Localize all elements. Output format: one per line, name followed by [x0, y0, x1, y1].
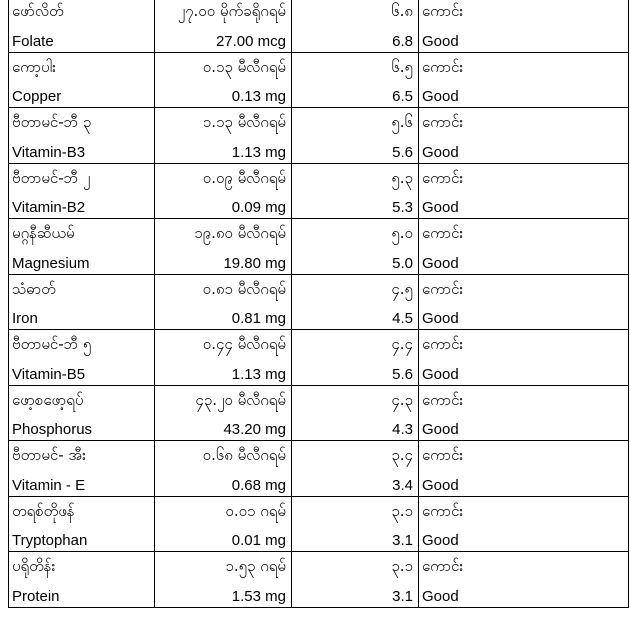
nutrient-table [8, 0, 629, 608]
quality-my: ကောင်း [422, 279, 464, 298]
amount-cell [155, 385, 292, 441]
nutrient-name-my: မဂ္ဂနီဆီယမ် [12, 224, 75, 242]
nutrient-name-en: Vitamin-B3 [12, 143, 86, 161]
amount-cell [155, 441, 292, 497]
amount-my: ၀.၈၁ မီလီဂရမ် [202, 279, 286, 298]
score-my: ၅.၀ [391, 224, 413, 242]
score-en: 6.8 [392, 32, 413, 50]
nutrient-name-cell [9, 330, 155, 386]
score-my: ၆.၅ [391, 57, 413, 76]
table-row [9, 552, 629, 608]
score-en: 3.1 [392, 587, 413, 605]
quality-cell [419, 108, 629, 164]
quality-cell [419, 330, 629, 386]
nutrient-name-en: Iron [12, 310, 38, 327]
table-row [9, 274, 629, 330]
amount-cell [155, 163, 292, 219]
nutrient-name-cell [9, 274, 155, 330]
nutrient-name-my: သံဓာတ် [12, 279, 56, 298]
quality-my: ကောင်း [422, 335, 464, 353]
quality-en: Good [422, 310, 459, 327]
table-row [9, 108, 629, 164]
score-cell [292, 496, 419, 552]
quality-cell [419, 441, 629, 497]
amount-cell [155, 274, 292, 330]
quality-my: ကောင်း [422, 224, 464, 242]
quality-en: Good [422, 532, 459, 549]
nutrient-name-my: ဗီတာမင်-ဘီ ၂ [12, 168, 91, 187]
amount-my: ၁.၅၃ ဂရမ် [225, 557, 286, 575]
table-row [9, 496, 629, 552]
table-row [9, 52, 629, 108]
amount-my: ၀.၀၁ ဂရမ် [225, 501, 286, 520]
score-en: 5.6 [392, 365, 413, 383]
amount-my: ၂၇.၀၀ မိုက်ခရိုဂရမ် [177, 2, 286, 20]
nutrient-name-en: Vitamin - E [12, 476, 86, 494]
score-cell [292, 274, 419, 330]
quality-cell [419, 52, 629, 108]
amount-cell [155, 52, 292, 108]
amount-en: 27.00 mcg [215, 32, 286, 50]
nutrient-name-en: Folate [12, 32, 54, 50]
score-cell [292, 0, 419, 52]
quality-cell [419, 0, 629, 52]
score-en: 4.5 [392, 310, 413, 327]
quality-cell [419, 163, 629, 219]
score-en: 5.3 [392, 199, 413, 216]
amount-my: ၀.၁၃ မီလီဂရမ် [202, 57, 286, 76]
quality-en: Good [422, 143, 459, 161]
score-en: 5.0 [392, 254, 413, 272]
score-cell [292, 163, 419, 219]
table-row [9, 219, 629, 275]
table-row [9, 163, 629, 219]
nutrient-name-my: ဗီတာမင်-ဘီ ၃ [12, 113, 92, 131]
quality-en: Good [422, 421, 459, 438]
amount-en: 0.13 mg [231, 88, 286, 105]
quality-en: Good [422, 587, 459, 605]
amount-my: ၀.၀၉ မီလီဂရမ် [202, 168, 286, 187]
nutrient-name-cell [9, 52, 155, 108]
nutrient-name-en: Vitamin-B5 [12, 365, 86, 383]
quality-my: ကောင်း [422, 501, 464, 520]
amount-en: 1.13 mg [231, 365, 286, 383]
quality-cell [419, 385, 629, 441]
quality-en: Good [422, 32, 459, 50]
quality-cell [419, 274, 629, 330]
score-cell [292, 219, 419, 275]
nutrient-name-my: ဗီတာမင်-ဘီ ၅ [12, 335, 92, 353]
table-row [9, 385, 629, 441]
nutrient-name-cell [9, 441, 155, 497]
quality-my: ကောင်း [422, 168, 464, 187]
quality-my: ကောင်း [422, 390, 464, 409]
amount-cell [155, 330, 292, 386]
score-my: ၄.၄ [391, 335, 413, 353]
amount-cell [155, 496, 292, 552]
score-en: 3.4 [392, 476, 413, 494]
amount-cell [155, 0, 292, 52]
nutrient-name-cell [9, 108, 155, 164]
quality-en: Good [422, 365, 459, 383]
quality-my: ကောင်း [422, 2, 464, 20]
quality-cell [419, 496, 629, 552]
nutrient-name-en: Copper [12, 88, 62, 105]
nutrient-name-cell [9, 0, 155, 52]
amount-en: 1.13 mg [231, 143, 286, 161]
score-cell [292, 385, 419, 441]
amount-cell [155, 552, 292, 608]
score-en: 5.6 [392, 143, 413, 161]
score-my: ၃.၁ [391, 557, 413, 575]
score-en: 4.3 [392, 421, 413, 438]
nutrient-name-my: ကော့ပါး [12, 57, 56, 76]
amount-en: 0.09 mg [231, 199, 286, 216]
nutrient-name-en: Magnesium [12, 254, 90, 272]
quality-en: Good [422, 254, 459, 272]
table-row [9, 330, 629, 386]
amount-en: 1.53 mg [231, 587, 286, 605]
quality-my: ကောင်း [422, 57, 464, 76]
amount-my: ၁.၁၃ မီလီဂရမ် [202, 113, 286, 131]
amount-my: ၄၃.၂၀ မီလီဂရမ် [195, 390, 286, 409]
score-my: ၄.၃ [391, 390, 413, 409]
score-my: ၄.၅ [391, 279, 413, 298]
quality-my: ကောင်း [422, 113, 464, 131]
amount-en: 0.81 mg [231, 310, 286, 327]
amount-my: ၁၉.၈၀ မီလီဂရမ် [194, 224, 286, 242]
amount-en: 0.01 mg [231, 532, 286, 549]
nutrient-name-en: Phosphorus [12, 421, 93, 438]
nutrient-name-cell [9, 385, 155, 441]
amount-en: 43.20 mg [223, 421, 286, 438]
amount-cell [155, 219, 292, 275]
nutrient-name-my: ဗီတာမင်- အီး [12, 446, 86, 464]
score-cell [292, 52, 419, 108]
score-cell [292, 441, 419, 497]
score-my: ၆.၈ [391, 2, 413, 20]
nutrient-name-cell [9, 496, 155, 552]
score-en: 3.1 [392, 532, 413, 549]
quality-my: ကောင်း [422, 446, 464, 464]
score-cell [292, 552, 419, 608]
score-my: ၃.၄ [391, 446, 413, 464]
score-cell [292, 108, 419, 164]
score-my: ၃.၁ [391, 501, 413, 520]
score-my: ၅.၆ [391, 113, 413, 131]
score-cell [292, 330, 419, 386]
table-row [9, 441, 629, 497]
nutrient-name-cell [9, 552, 155, 608]
score-en: 6.5 [392, 88, 413, 105]
quality-cell [419, 219, 629, 275]
amount-my: ၀.၄၄ မီလီဂရမ် [202, 335, 286, 353]
table-row [9, 0, 629, 52]
nutrient-name-cell [9, 219, 155, 275]
quality-cell [419, 552, 629, 608]
nutrient-name-cell [9, 163, 155, 219]
quality-en: Good [422, 476, 459, 494]
quality-my: ကောင်း [422, 557, 464, 575]
nutrient-name-my: တရစ်တိုဖန် [12, 501, 75, 520]
nutrient-name-en: Vitamin-B2 [12, 199, 86, 216]
quality-en: Good [422, 88, 459, 105]
nutrient-name-my: ဖော့စဖော့ရပ် [12, 390, 84, 409]
amount-en: 0.68 mg [231, 476, 286, 494]
quality-en: Good [422, 199, 459, 216]
nutrient-name-my: ပရိုတိန်း [12, 557, 56, 575]
amount-en: 19.80 mg [223, 254, 286, 272]
nutrient-name-en: Tryptophan [12, 532, 88, 549]
amount-cell [155, 108, 292, 164]
nutrient-name-my: ဖော်လိတ် [12, 2, 64, 20]
nutrient-name-en: Protein [12, 587, 60, 605]
amount-my: ၀.၆၈ မီလီဂရမ် [202, 446, 286, 464]
score-my: ၅.၃ [391, 168, 413, 187]
